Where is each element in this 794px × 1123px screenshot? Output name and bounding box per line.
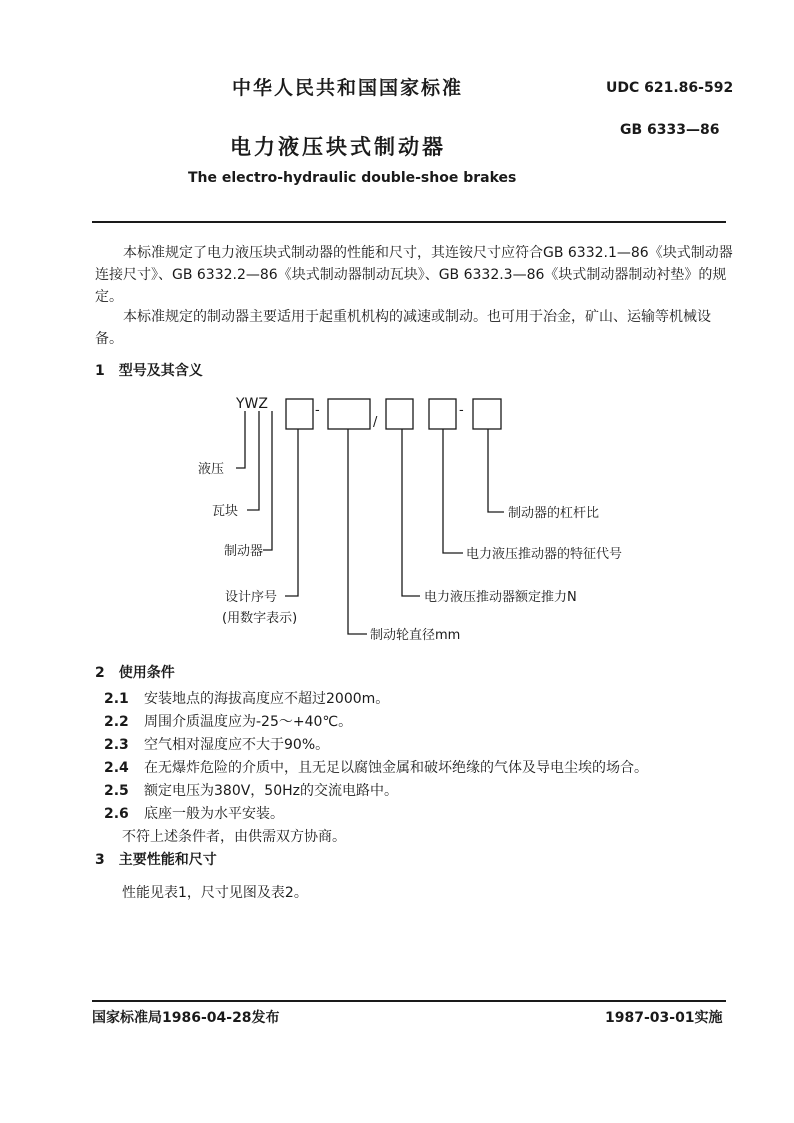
condition-item: 2.5 额定电压为380V，50Hz的交流电路中。 — [104, 783, 398, 799]
condition-item: 2.6 底座一般为水平安装。 — [104, 806, 284, 822]
section-1-title: 1 型号及其含义 — [95, 363, 203, 379]
document-title-en: The electro-hydraulic double-shoe brakes — [188, 170, 517, 186]
section-3-title: 3 主要性能和尺寸 — [95, 852, 217, 868]
label-shoe: 瓦块 — [212, 504, 239, 519]
label-brake: 制动器 — [224, 544, 264, 559]
top-rule — [92, 221, 726, 223]
code-separator-slash: / — [373, 415, 378, 430]
code-separator-dash-1: - — [315, 403, 320, 418]
issue-date: 国家标准局1986-04-28发布 — [92, 1010, 280, 1026]
section-3-text: 性能见表1，尺寸见图及表2。 — [122, 885, 308, 901]
label-rated-thrust: 电力液压推动器额定推力N — [424, 590, 577, 605]
intro-paragraph-1: 本标准规定了电力液压块式制动器的性能和尺寸，其连铵尺寸应符合GB 6332.1—86《块式制动器连接尺寸》、GB 6332.2—86《块式制动器制动瓦块》、GB 6332.3—86《块式制动器制动衬垫》的规定。 — [95, 245, 733, 305]
label-design-number-sub: (用数字表示) — [222, 611, 298, 626]
udc-code: UDC 621.86-592 — [606, 80, 734, 96]
code-separator-dash-2: - — [459, 403, 464, 418]
national-standard-heading: 中华人民共和国国家标准 — [232, 77, 464, 99]
footer-rule — [92, 1000, 726, 1002]
box-thruster-code — [429, 399, 456, 429]
intro-paragraph-2: 本标准规定的制动器主要适用于起重机机构的减速或制动。也可用于冶金，矿山、运输等机械设备。 — [95, 309, 711, 347]
conditions-note: 不符上述条件者，由供需双方协商。 — [122, 829, 346, 845]
label-design-number: 设计序号 — [225, 590, 278, 605]
gb-code: GB 6333—86 — [620, 122, 720, 138]
box-lever-ratio — [473, 399, 501, 429]
section-2-title: 2 使用条件 — [95, 665, 175, 681]
model-code-ywz: YWZ — [236, 396, 268, 412]
condition-item: 2.2 周围介质温度应为-25～+40℃。 — [104, 714, 353, 730]
label-hydraulic: 液压 — [198, 462, 225, 477]
box-design-number — [286, 399, 313, 429]
label-thruster-code: 电力液压推动器的特征代号 — [466, 547, 623, 562]
document-title-cn: 电力液压块式制动器 — [230, 135, 446, 159]
condition-item: 2.3 空气相对湿度应不大于90%。 — [104, 737, 330, 753]
effective-date: 1987-03-01实施 — [605, 1010, 723, 1026]
label-wheel-diameter: 制动轮直径mm — [370, 628, 461, 643]
box-wheel-diameter — [328, 399, 370, 429]
model-code-diagram — [0, 380, 794, 650]
condition-item: 2.4 在无爆炸危险的介质中，且无足以腐蚀金属和破坏绝缘的气体及导电尘埃的场合。 — [104, 760, 648, 776]
label-lever-ratio: 制动器的杠杆比 — [508, 506, 600, 521]
box-thrust — [386, 399, 413, 429]
condition-item: 2.1 安装地点的海拔高度应不超过2000m。 — [104, 691, 390, 707]
